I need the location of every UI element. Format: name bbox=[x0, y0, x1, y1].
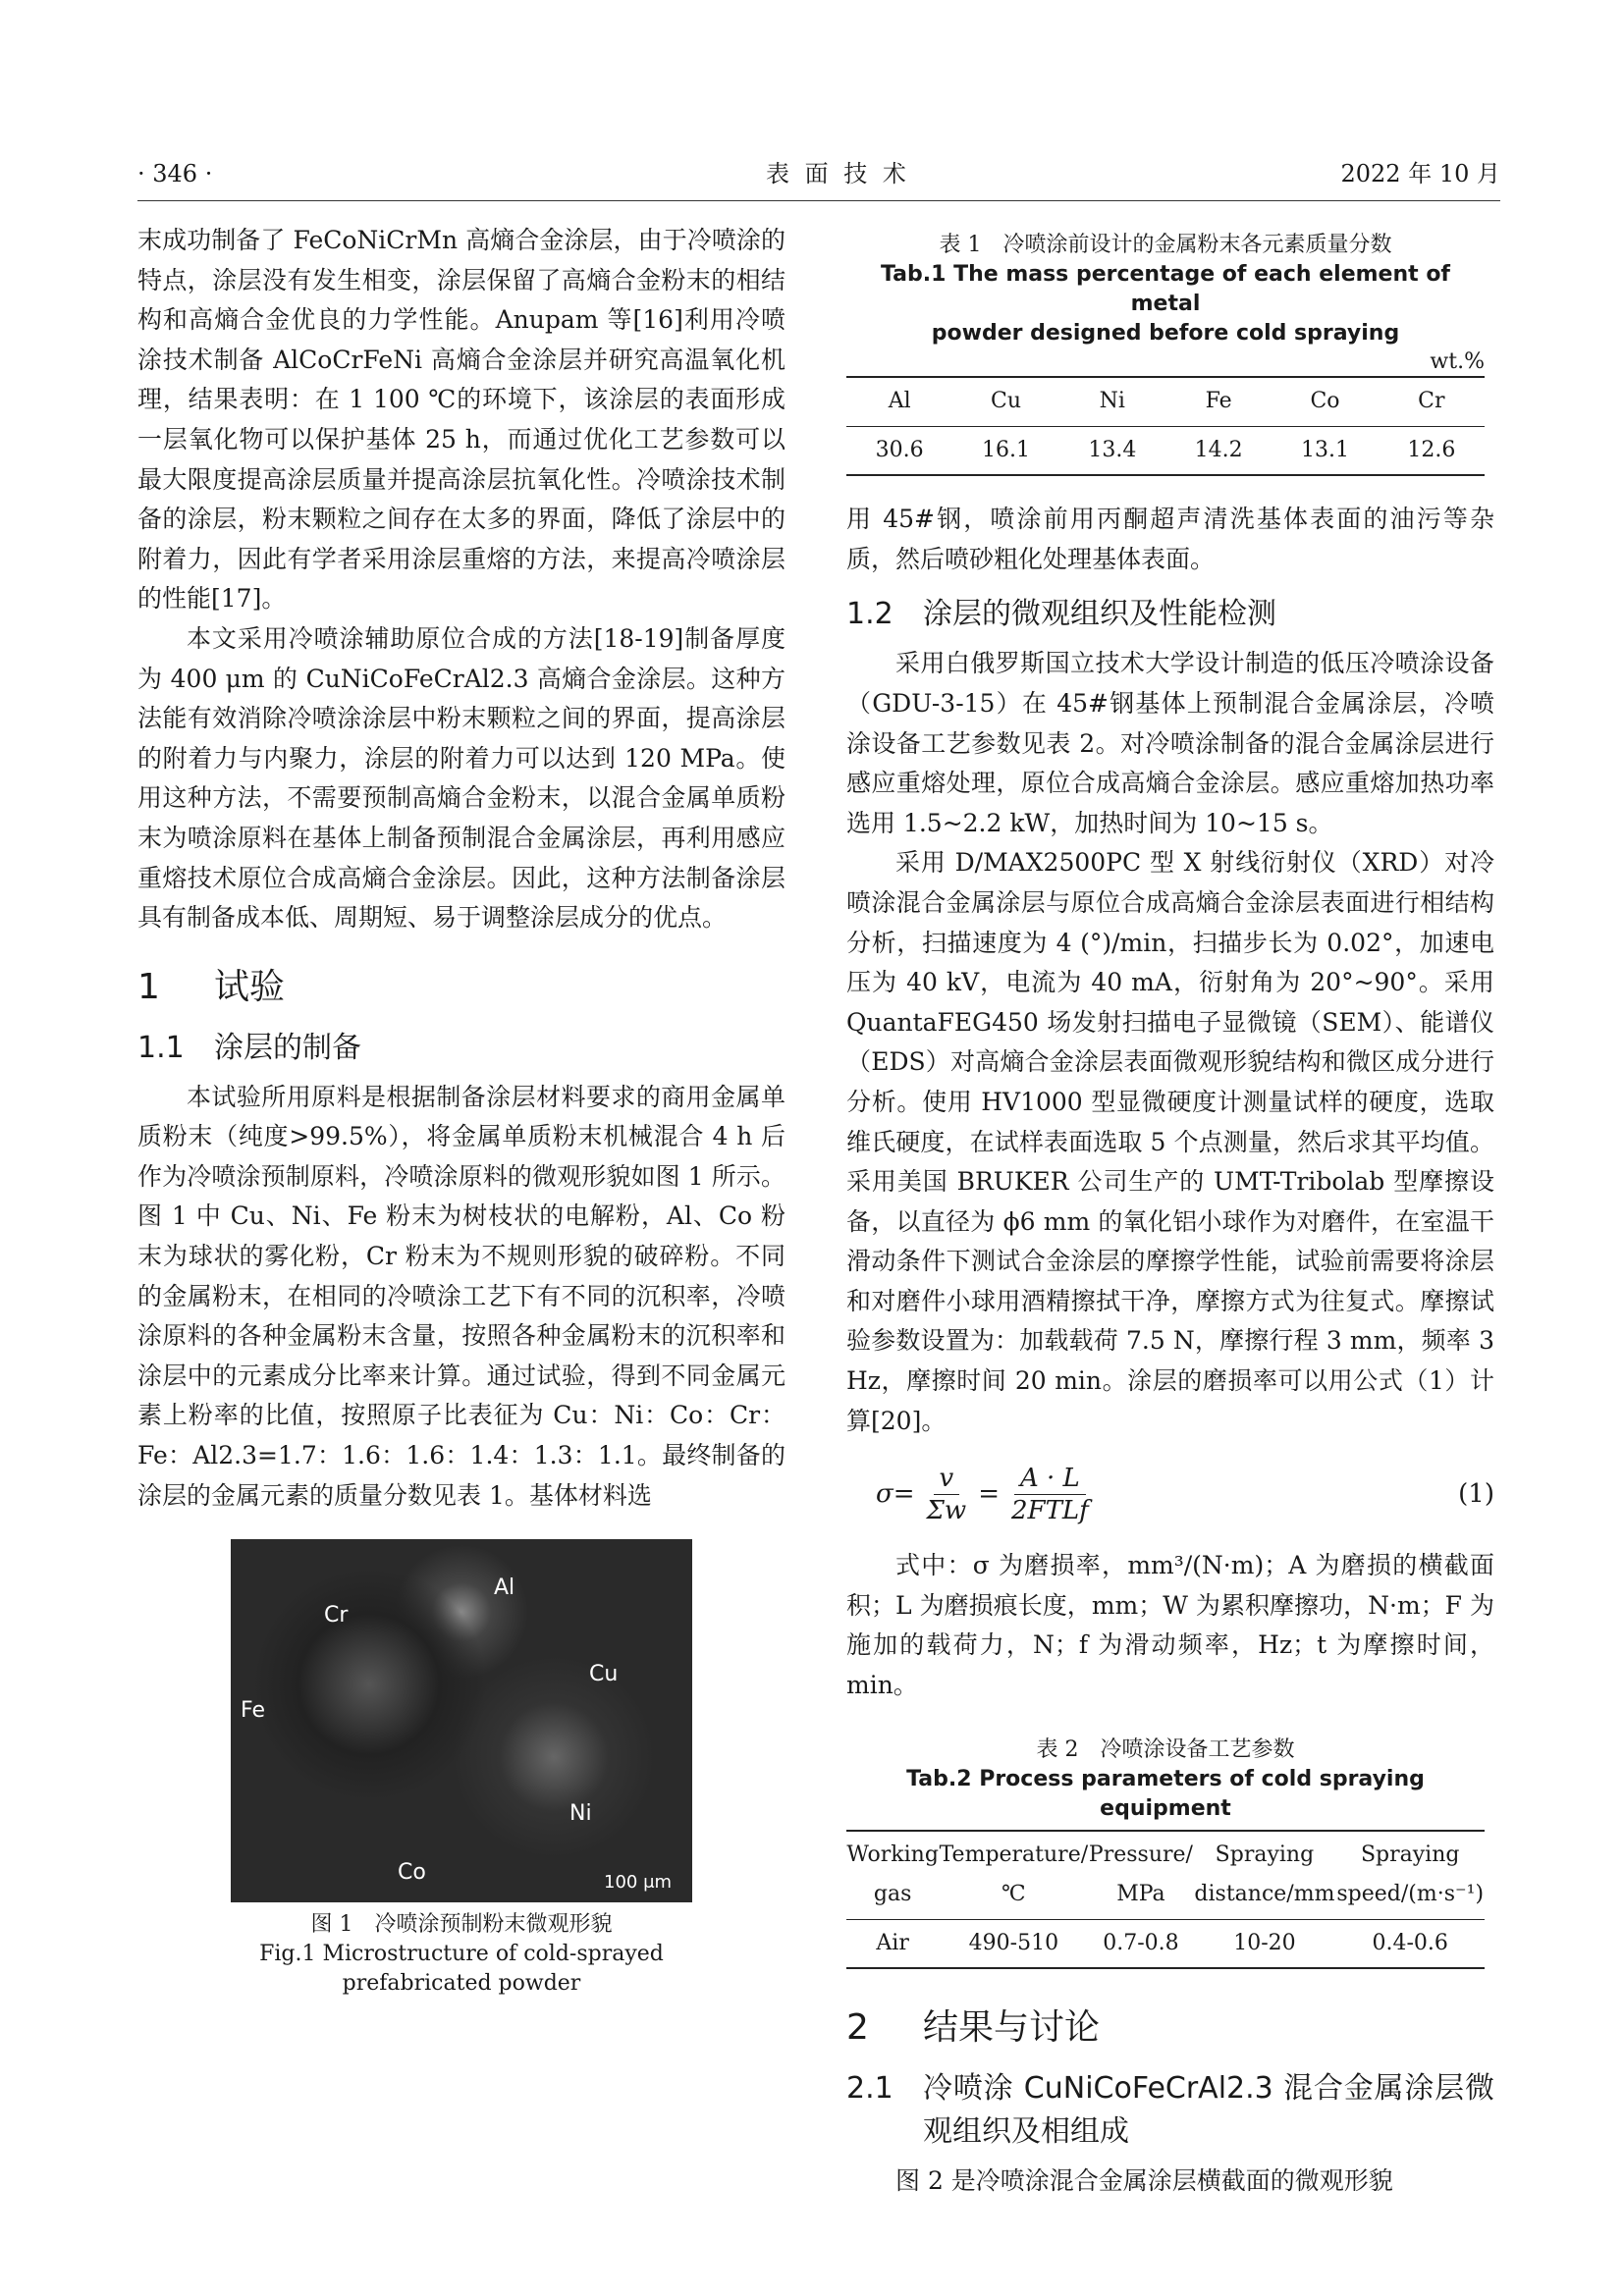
table-title-en: Tab.2 Process parameters of cold spraying equipment bbox=[906, 1766, 1425, 1821]
table-cell: 490-510 bbox=[968, 1930, 1059, 1955]
paragraph: 本文采用冷喷涂辅助原位合成的方法[18-19]制备厚度为 400 μm 的 CuNiCoFeCrAl2.3 高熵合金涂层。这种方法能有效消除冷喷涂涂层中粉末颗粒之间的界面，提高涂层的附着力与内聚力，涂层的附着力可以达到 120 MPa。使用这种方法，不需要预制高熵合金粉末，以混合金属单质粉末为喷涂原料在基体上制备预制混合金属涂层，再利用感应重熔技术原位合成高熵合金涂层。因此，这种方法制备涂层具有制备成本低、周期短、易于调整涂层成分的优点。 bbox=[137, 623, 785, 933]
paragraph: 图 2 是冷喷涂混合金属涂层横截面的微观形貌 bbox=[895, 2166, 1393, 2196]
paragraph: 本试验所用原料是根据制备涂层材料要求的商用金属单质粉末（纯度>99.5%），将金属单质粉末机械混合 4 h 后作为冷喷涂预制原料，冷喷涂原料的微观形貌如图 1 所示。图 1 中 Cu、Ni、Fe 粉末为树枝状的电解粉，Al、Co 粉末为球状的雾化粉，Cr 粉末为不规则形貌的破碎粉。不同的金属粉末，在相同的冷喷涂工艺下有不同的沉积率，冷喷涂原料的各种金属粉末含量，按照各种金属粉末的沉积率和涂层中的元素成分比率来计算。通过试验，得到不同金属元素上粉率的比值，按照原子比表征为 Cu：Ni：Co：Cr：Fe：Al2.3=1.7：1.6：1.6：1.4：1.3：1.1。最终制备的涂层的金属元素的质量分数见表 1。基体材料选 bbox=[137, 1082, 785, 1510]
table-cell: 30.6 bbox=[875, 437, 924, 462]
page-header bbox=[137, 157, 1500, 201]
table-cell: Ni bbox=[1099, 389, 1125, 413]
data-table bbox=[846, 376, 1485, 476]
table-cell: 13.4 bbox=[1088, 437, 1137, 462]
table-cell: Spraying distance/mm bbox=[1194, 1842, 1335, 1907]
table-cell: 10-20 bbox=[1233, 1930, 1296, 1955]
table-cell: 13.1 bbox=[1300, 437, 1349, 462]
table-cell: 0.4-0.6 bbox=[1372, 1930, 1448, 1955]
scale-bar: 100 μm bbox=[604, 1872, 673, 1894]
section-heading: 1 试验 bbox=[137, 966, 286, 1007]
table-cell: Air bbox=[876, 1930, 909, 1955]
figure-1 bbox=[231, 1539, 692, 1999]
paragraph: 式中：σ 为磨损率，mm³/(N·m)；A 为磨损的横截面积；L 为磨损痕长度，mm；W 为累积摩擦功，N·m；F 为施加的载荷力，N；f 为滑动频率，Hz；t 为摩擦时间，min。 bbox=[846, 1551, 1494, 1700]
paragraph: 采用白俄罗斯国立技术大学设计制造的低压冷喷涂设备（GDU-3-15）在 45#钢基体上预制混合金属涂层，冷喷涂设备工艺参数见表 2。对冷喷涂制备的混合金属涂层进行感应重熔处理，原位合成高熵合金涂层。感应重熔加热功率选用 1.5~2.2 kW，加热时间为 10~15 s。 bbox=[846, 649, 1494, 837]
micrograph-image bbox=[231, 1539, 692, 1902]
table-title-cn: 表 1 冷喷涂前设计的金属粉末各元素质量分数 bbox=[939, 233, 1392, 257]
table-unit: wt.% bbox=[1430, 349, 1485, 374]
paragraph: 末成功制备了 FeCoNiCrMn 高熵合金涂层，由于冷喷涂的特点，涂层没有发生相变，涂层保留了高熵合金粉末的相结构和高熵合金优良的力学性能。Anupam 等[16]利用冷喷涂技术制备 AlCoCrFeNi 高熵合金涂层并研究高温氧化机理，结果表明：在 1 100 ℃的环境下，该涂层的表面形成一层氧化物可以保护基体 25 h，而通过优化工艺参数可以最大限度提高涂层质量并提高涂层抗氧化性。冷喷涂技术制备的涂层，粉末颗粒之间存在太多的界面，降低了涂层中的附着力，因此有学者采用涂层重熔的方法，来提高冷喷涂层的性能[17]。 bbox=[137, 226, 785, 614]
table-cell: Working gas bbox=[846, 1842, 939, 1907]
figure-caption-en: prefabricated powder bbox=[342, 1971, 581, 1997]
equation-1: σ= $\frac{v}{\Sigma w}$ = $\frac{A \cdot L}{\text{2FTLf}}$ (1) bbox=[876, 1464, 1494, 1526]
table-title-en: Tab.1 The mass percentage of each element of metal bbox=[880, 262, 1450, 316]
paragraph: 用 45#钢，喷涂前用丙酮超声清洗基体表面的油污等杂质，然后喷砂粗化处理基体表面。 bbox=[846, 505, 1494, 573]
table-cell: 0.7-0.8 bbox=[1103, 1930, 1179, 1955]
label-co: Co bbox=[398, 1860, 426, 1886]
section-heading: 2 结果与讨论 bbox=[846, 2007, 1101, 2049]
label-cr: Cr bbox=[324, 1603, 349, 1629]
left-column bbox=[137, 221, 785, 1999]
page-number: · 346 · bbox=[137, 160, 213, 187]
table-title-en: powder designed before cold spraying bbox=[931, 321, 1400, 346]
equation-number: (1) bbox=[1458, 1479, 1494, 1510]
label-fe: Fe bbox=[241, 1698, 265, 1724]
table-cell: Cr bbox=[1418, 389, 1445, 413]
table-cell: Cu bbox=[990, 389, 1021, 413]
table-cell: Temperature/ ℃ bbox=[939, 1842, 1089, 1907]
table-cell: 12.6 bbox=[1407, 437, 1456, 462]
figure-caption-cn: 图 1 冷喷涂预制粉末微观形貌 bbox=[310, 1912, 613, 1938]
table-cell: Al bbox=[888, 389, 911, 413]
subsection-heading: 1.2 涂层的微观组织及性能检测 bbox=[846, 597, 1276, 632]
figure-caption-en: Fig.1 Microstructure of cold-sprayed bbox=[259, 1942, 664, 1967]
table-title-cn: 表 2 冷喷涂设备工艺参数 bbox=[1036, 1736, 1295, 1762]
table-cell: 16.1 bbox=[982, 437, 1030, 462]
table-cell: Co bbox=[1310, 389, 1340, 413]
table-cell: Pressure/ MPa bbox=[1088, 1842, 1193, 1907]
label-al: Al bbox=[494, 1575, 515, 1601]
table-cell: 14.2 bbox=[1194, 437, 1243, 462]
issue-date: 2022 年 10 月 bbox=[1340, 160, 1500, 187]
table-cell: Fe bbox=[1205, 389, 1232, 413]
label-ni: Ni bbox=[569, 1801, 592, 1827]
paragraph: 采用 D/MAX2500PC 型 X 射线衍射仪（XRD）对冷喷涂混合金属涂层与原位合成高熵合金涂层表面进行相结构分析，扫描速度为 4 (°)/min，扫描步长为 0.02°，加速电压为 40 kV，电流为 40 mA，衍射角为 20°~90°。采用 QuantaFEG450 场发射扫描电子显微镜（SEM）、能谱仪（EDS）对高熵合金涂层表面微观形貌结构和微区成分进行分析。使用 HV1000 型显微硬度计测量试样的硬度，选取维氏硬度，在试样表面选取 5 个点测量，然后求其平均值。采用美国 BRUKER 公司生产的 UMT-Tribolab 型摩擦设备，以直径为 ϕ6 mm 的氧化铝小球作为对磨件，在室温干滑动条件下测试合金涂层的摩擦学性能，试验前需要将涂层和对磨件小球用酒精擦拭干净，摩擦方式为往复式。摩擦试验参数设置为：加载载荷 7.5 N，摩擦行程 3 mm，频率 3 Hz，摩擦时间 20 min。涂层的磨损率可以用公式（1）计算[20]。 bbox=[846, 848, 1494, 1435]
right-column bbox=[846, 231, 1494, 2202]
subsection-heading: 1.1 涂层的制备 bbox=[137, 1030, 361, 1065]
table-cell: Spraying speed/(m·s⁻¹) bbox=[1336, 1842, 1485, 1907]
subsection-heading: 2.1 冷喷涂 CuNiCoFeCrAl2.3 混合金属涂层微观组织及相组成 bbox=[846, 2071, 1494, 2150]
table-1 bbox=[846, 231, 1485, 476]
data-table bbox=[846, 1830, 1485, 1970]
table-2 bbox=[846, 1735, 1485, 1970]
journal-name: 表 面 技 术 bbox=[766, 160, 910, 187]
label-cu: Cu bbox=[589, 1662, 619, 1687]
